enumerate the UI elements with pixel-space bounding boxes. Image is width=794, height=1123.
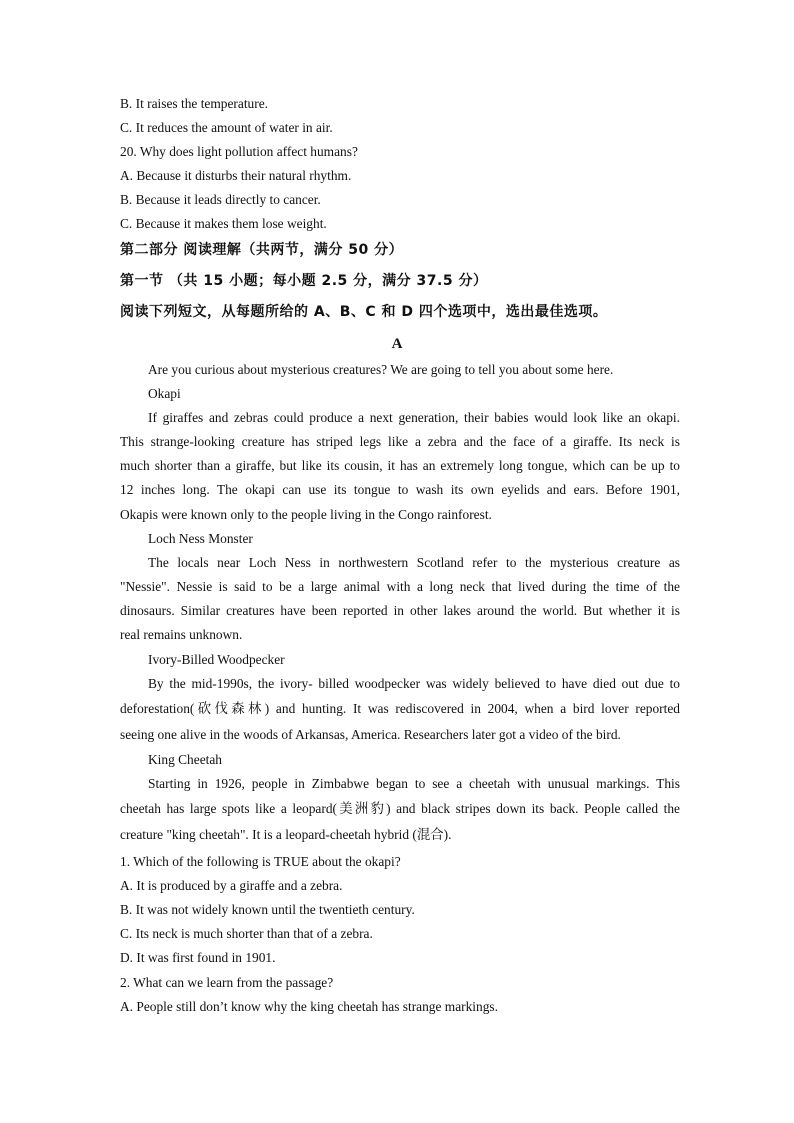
- q1-option-d: D. It was first found in 1901.: [120, 950, 276, 965]
- part-two-title: 第二部分 阅读理解（共两节，满分 50 分）: [120, 242, 404, 258]
- q20-option-b: B. Because it leads directly to cancer.: [120, 192, 321, 207]
- loch-ness-line-1: The locals near Loch Ness in northwestern Scotland refer to the mysterious creature as: [148, 555, 680, 570]
- okapi-line-2: This strange-looking creature has striped legs like a zebra and the face of a giraffe. Its neck is: [120, 434, 680, 449]
- woodpecker-heading: Ivory-Billed Woodpecker: [148, 652, 285, 667]
- q1-question: 1. Which of the following is TRUE about the okapi?: [120, 854, 401, 869]
- q20-option-c: C. Because it makes them lose weight.: [120, 216, 327, 231]
- okapi-line-4: 12 inches long. The okapi can use its tongue to wash its own eyelids and ears. Before 1901,: [120, 482, 680, 497]
- loch-ness-heading: Loch Ness Monster: [148, 531, 253, 546]
- king-cheetah-heading: King Cheetah: [148, 752, 223, 767]
- section-one-title: 第一节 （共 15 小题；每小题 2.5 分，满分 37.5 分）: [120, 273, 488, 289]
- okapi-line-3: much shorter than a giraffe, but like its cousin, it has an extremely long tongue, which can be up to: [120, 458, 680, 473]
- q19-option-b: B. It raises the temperature.: [120, 96, 268, 111]
- loch-ness-line-2: "Nessie". Nessie is said to be a large animal with a long neck that lived during the time of the: [120, 579, 680, 594]
- q20-question: 20. Why does light pollution affect humans?: [120, 144, 358, 159]
- okapi-line-5: Okapis were known only to the people living in the Congo rainforest.: [120, 507, 492, 522]
- q2-question: 2. What can we learn from the passage?: [120, 975, 334, 990]
- q2-option-a: A. People still don’t know why the king cheetah has strange markings.: [120, 999, 498, 1014]
- king-cheetah-line-3: creature "king cheetah". It is a leopard-cheetah hybrid (混合).: [120, 827, 452, 842]
- okapi-heading: Okapi: [148, 386, 181, 401]
- q20-option-a: A. Because it disturbs their natural rhythm.: [120, 168, 352, 183]
- passage-letter: A: [391, 336, 403, 352]
- loch-ness-line-3: dinosaurs. Similar creatures have been reported in other lakes around the world. But whether it is: [120, 603, 680, 618]
- woodpecker-line-2: deforestation(砍伐森林) and hunting. It was rediscovered in 2004, when a bird lover reported: [120, 701, 680, 716]
- q1-option-b: B. It was not widely known until the twentieth century.: [120, 902, 415, 917]
- woodpecker-line-1: By the mid-1990s, the ivory- billed woodpecker was widely believed to have died out due to: [148, 676, 680, 691]
- reading-instructions: 阅读下列短文，从每题所给的 A、B、C 和 D 四个选项中，选出最佳选项。: [120, 304, 608, 320]
- q1-option-a: A. It is produced by a giraffe and a zebra.: [120, 878, 343, 893]
- okapi-line-1: If giraffes and zebras could produce a next generation, their babies would look like an okapi.: [148, 410, 680, 425]
- woodpecker-line-3: seeing one alive in the woods of Arkansas, America. Researchers later got a video of the bird.: [120, 727, 621, 742]
- q19-option-c: C. It reduces the amount of water in air.: [120, 120, 333, 135]
- passage-intro: Are you curious about mysterious creatures? We are going to tell you about some here.: [148, 362, 614, 377]
- q1-option-c: C. Its neck is much shorter than that of a zebra.: [120, 926, 373, 941]
- king-cheetah-line-1: Starting in 1926, people in Zimbabwe began to see a cheetah with unusual markings. This: [148, 776, 680, 791]
- loch-ness-line-4: real remains unknown.: [120, 627, 243, 642]
- king-cheetah-line-2: cheetah has large spots like a leopard(美洲豹) and black stripes down its back. People called the: [120, 801, 680, 816]
